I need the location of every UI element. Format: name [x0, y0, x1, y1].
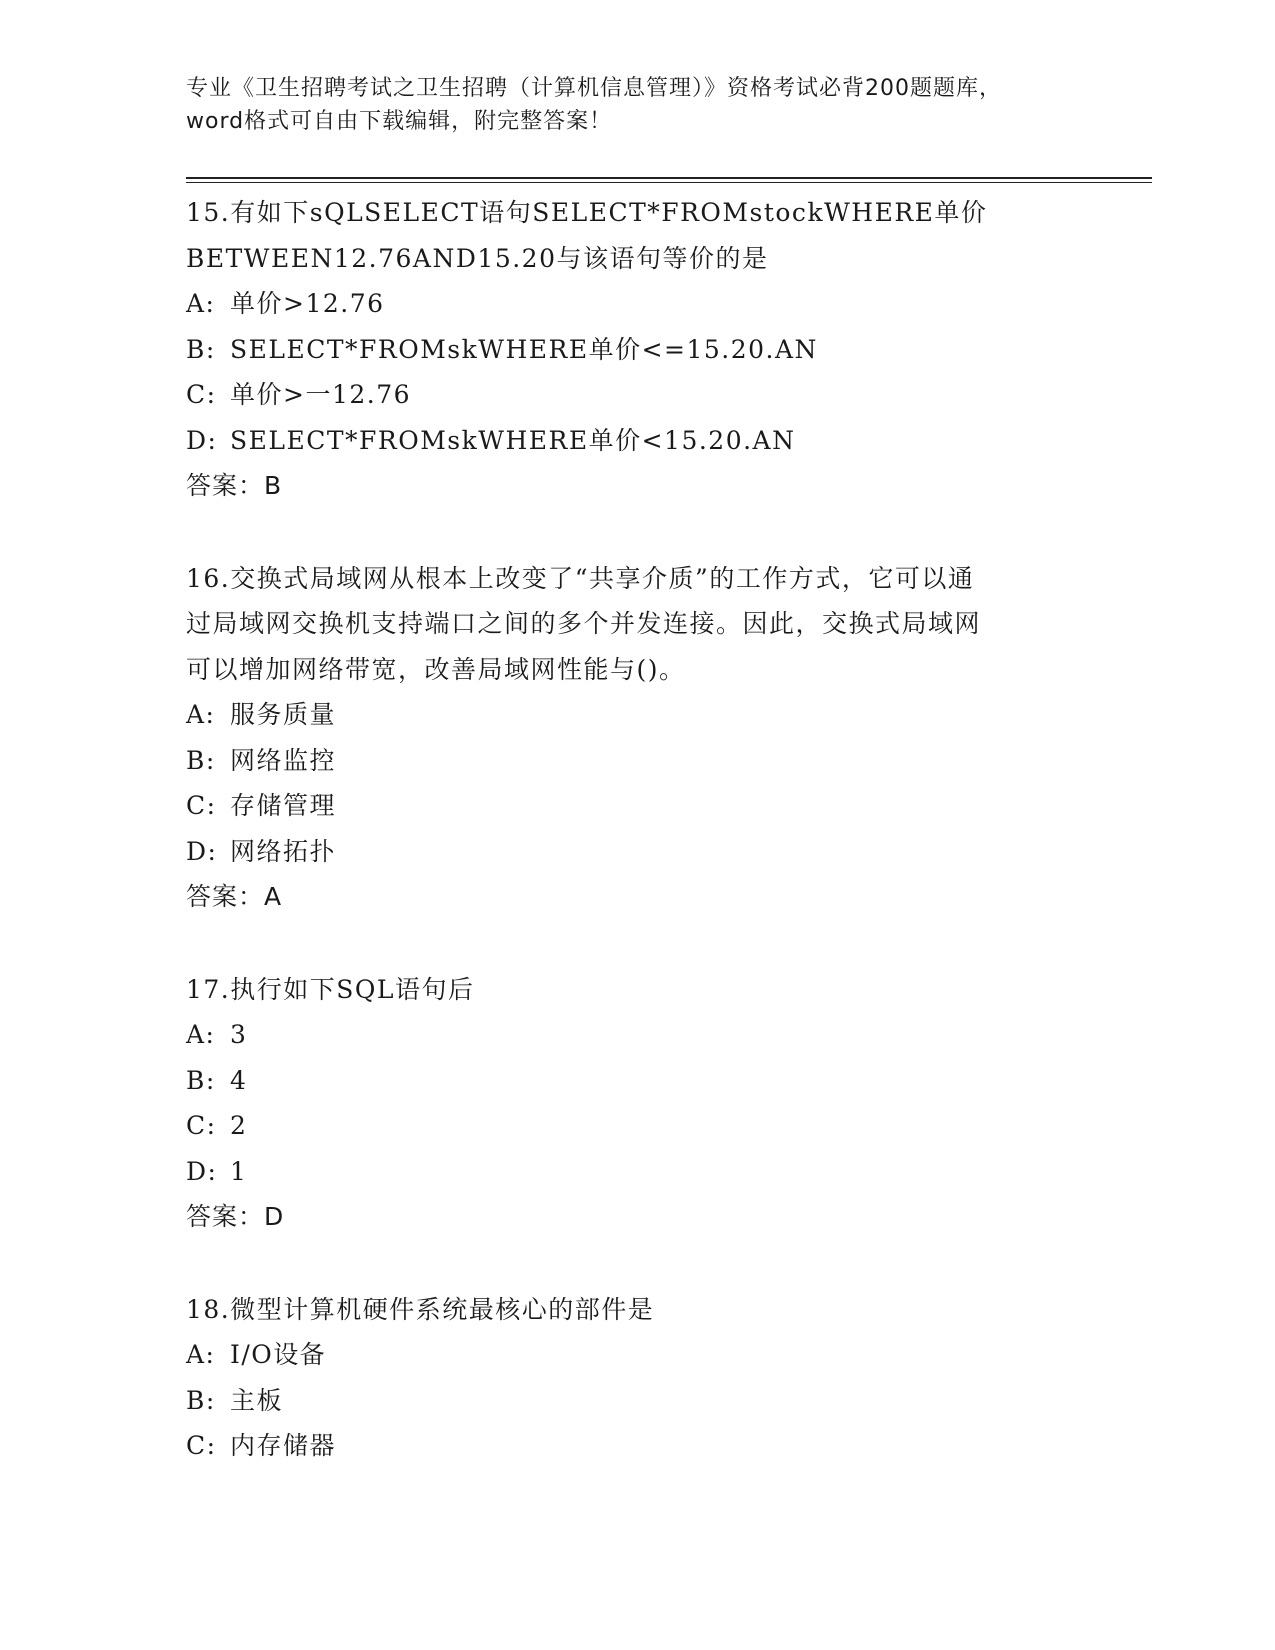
header-divider	[186, 177, 1152, 183]
option-row	[186, 281, 1152, 327]
answer-value: B	[264, 471, 283, 500]
option-row	[186, 829, 1152, 875]
option-label: A:	[186, 700, 216, 729]
option-text: 1	[230, 1156, 248, 1186]
question-text-line: 过局域网交换机支持端口之间的多个并发连接。因此，交换式局域网	[186, 609, 982, 638]
option-row	[186, 418, 1152, 464]
question-text-line: 17.执行如下SQL语句后	[186, 974, 475, 1004]
option-label: A:	[186, 1020, 216, 1049]
answer-line	[186, 1194, 1152, 1240]
option-text: 2	[230, 1111, 248, 1140]
question-block	[186, 1287, 1152, 1469]
divider-thick-line	[186, 177, 1152, 179]
option-row	[186, 1149, 1152, 1195]
option-text: 存储管理	[230, 791, 337, 820]
option-label: A:	[186, 1340, 216, 1369]
answer-prefix: 答案：	[186, 471, 265, 500]
option-text: 4	[230, 1065, 248, 1095]
question-text-line: 18.微型计算机硬件系统最核心的部件是	[186, 1294, 655, 1324]
option-text: 网络监控	[230, 745, 337, 775]
option-label: A:	[186, 289, 216, 318]
option-label: C:	[186, 1431, 217, 1460]
question-block	[186, 556, 1152, 920]
answer-line	[186, 463, 1152, 509]
option-row	[186, 1058, 1152, 1104]
option-text: 主板	[230, 1385, 284, 1415]
option-text: 服务质量	[230, 700, 337, 729]
header-line-2: word格式可自由下载编辑，附完整答案！	[186, 109, 613, 134]
option-text: SELECT*FROMskWHERE单价<15.20.AN	[230, 425, 796, 455]
header-line-1: 专业《卫生招聘考试之卫生招聘（计算机信息管理）》资格考试必背200题题库，	[186, 76, 1002, 101]
option-label: D:	[186, 1156, 218, 1186]
option-row	[186, 1103, 1152, 1149]
divider-thin-line	[186, 182, 1152, 183]
question-text-line: 16.交换式局域网从根本上改变了“共享介质”的工作方式，它可以通	[186, 563, 975, 593]
option-text: SELECT*FROMskWHERE单价<=15.20.AN	[230, 334, 818, 364]
question-text-line: 可以增加网络带宽，改善局域网性能与()。	[186, 654, 686, 684]
answer-value: A	[264, 882, 283, 911]
question-block	[186, 967, 1152, 1240]
option-row	[186, 327, 1152, 373]
document-header	[186, 72, 1086, 138]
option-label: C:	[186, 791, 217, 820]
option-text: 内存储器	[230, 1431, 337, 1460]
answer-prefix: 答案：	[186, 1202, 265, 1231]
option-row	[186, 738, 1152, 784]
option-row	[186, 1012, 1152, 1058]
option-label: B:	[186, 1065, 216, 1095]
option-text: 网络拓扑	[230, 836, 337, 866]
question-list	[186, 190, 1152, 1516]
option-text: I/O设备	[230, 1340, 327, 1369]
option-row	[186, 1332, 1152, 1378]
option-label: C:	[186, 1111, 217, 1140]
option-text: 单价>12.76	[230, 289, 385, 318]
option-label: B:	[186, 745, 216, 775]
option-label: D:	[186, 836, 218, 866]
option-text: 3	[230, 1020, 248, 1049]
answer-line	[186, 874, 1152, 920]
option-row	[186, 1378, 1152, 1424]
question-block	[186, 190, 1152, 509]
option-row	[186, 1423, 1152, 1469]
option-label: B:	[186, 1385, 216, 1415]
question-text-line: 15.有如下sQLSELECT语句SELECT*FROMstockWHERE单价	[186, 198, 988, 227]
answer-value: D	[264, 1202, 285, 1231]
option-row	[186, 783, 1152, 829]
option-label: C:	[186, 380, 217, 409]
option-text: 单价>一12.76	[230, 380, 412, 409]
option-label: D:	[186, 425, 218, 455]
question-text-line: BETWEEN12.76AND15.20与该语句等价的是	[186, 243, 769, 273]
answer-prefix: 答案：	[186, 882, 265, 911]
option-label: B:	[186, 334, 216, 364]
option-row	[186, 692, 1152, 738]
option-row	[186, 372, 1152, 418]
